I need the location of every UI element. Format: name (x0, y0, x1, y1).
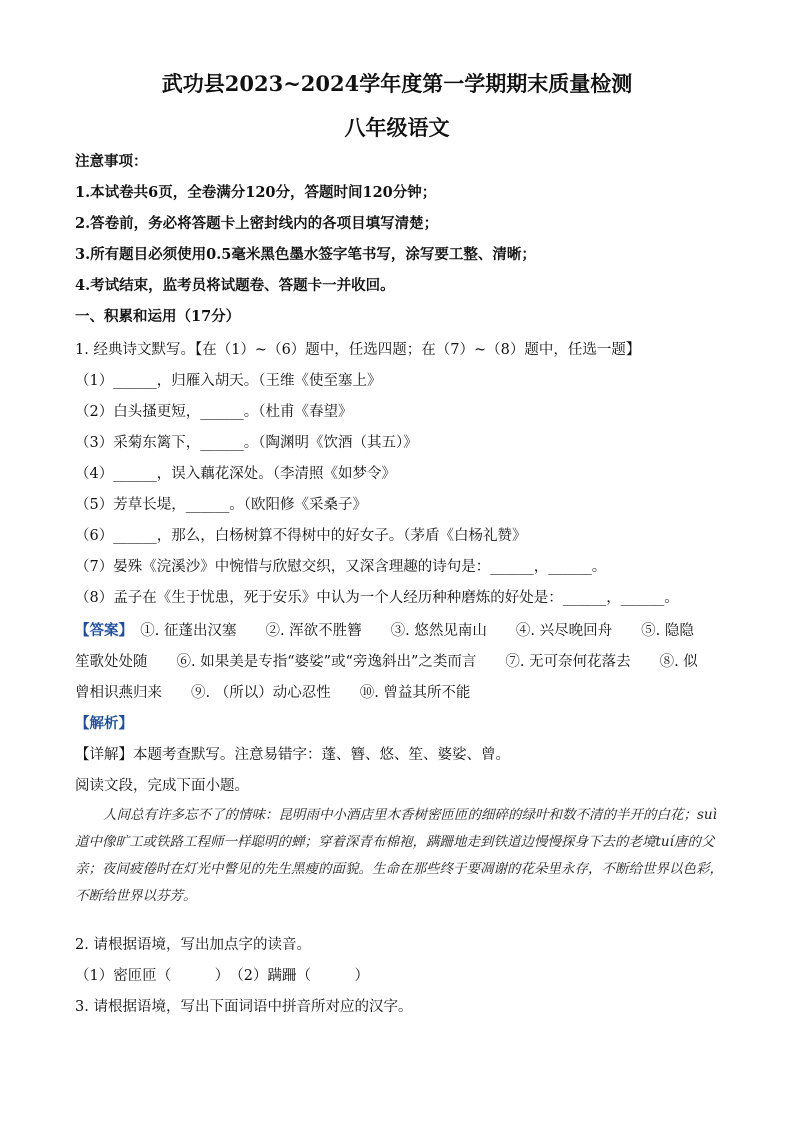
answer-line: 笙歌处处随 ⑥. 如果美是专指“婆娑”或“旁逸斜出”之类而言 ⑦. 无可奈何花落去 ⑧. 似 (75, 654, 698, 670)
question-1-item: （5）芳草长堤，______。（欧阳修《采桑子》 (75, 497, 367, 513)
answer-line (75, 619, 725, 640)
question-1-item: （1）______，归雁入胡天。（王维《使至塞上》 (75, 373, 382, 389)
question-2: 2. 请根据语境，写出加点字的读音。 (75, 937, 311, 953)
notice-item: 3.所有题目必须使用0.5毫米黑色墨水签字笔书写，涂写要工整、清晰； (75, 246, 536, 263)
question-1-intro: 1. 经典诗文默写。【在（1）~（6）题中，任选四题；在（7）~（8）题中，任选一题】 (75, 342, 641, 358)
detail-text: 【详解】本题考查默写。注意易错字：蓬、簪、悠、笙、婆娑、曾。 (75, 747, 510, 763)
question-2-items: （1）密匝匝（ ） （2）蹒跚（ ） (75, 968, 369, 984)
question-1-item: （3）采菊东篱下，______。（陶渊明《饮酒（其五）》 (75, 435, 418, 451)
reading-passage (75, 802, 725, 910)
answer-text: ①. 征蓬出汉塞 ②. 浑欲不胜簪 ③. 悠然见南山 ④. 兴尽晚回舟 ⑤. 隐隐 (140, 623, 694, 639)
answer-line: 曾相识燕归来 ⑨. （所以）动心忍性 ⑩. 曾益其所不能 (75, 685, 471, 701)
page-title: 武功县2023~2024学年度第一学期期末质量检测 (161, 71, 633, 96)
question-1-item: （7）晏殊《浣溪沙》中惋惜与欣慰交织，又深含理趣的诗句是：______，______。 (75, 559, 607, 575)
question-1-item: （6）______，那么，白杨树算不得树中的好女子。（茅盾《白杨礼赞》 (75, 528, 527, 544)
notice-heading: 注意事项： (75, 153, 148, 170)
question-1-item: （8）孟子在《生于忧患，死于安乐》中认为一个人经历种种磨炼的好处是：______，______。 (75, 590, 679, 606)
notice-item: 4.考试结束，监考员将试题卷、答题卡一并收回。 (75, 277, 395, 294)
passage-text: 人间总有许多忘不了的情味：昆明雨中小酒店里木香树密匝匝的细碎的绿叶和数不清的半开的白花；suì道中像旷工或铁路工程师一样聪明的蝉；穿着深青布棉袍，蹒跚地走到铁道边慢慢探身下去的老境tuí唐的父亲；夜间疲倦时在灯光中瞥见的先生黑瘦的面貌。生命在那些终于要凋谢的花朵里永存，不断给世界以色彩，不断给世界以芬芳。 (75, 807, 723, 904)
notice-item: 1.本试卷共6页，全卷满分120分，答题时间120分钟； (75, 184, 437, 201)
notice-item: 2.答卷前，务必将答题卡上密封线内的各项目填写清楚； (75, 215, 439, 232)
question-3: 3. 请根据语境，写出下面词语中拼音所对应的汉字。 (75, 999, 413, 1015)
reading-intro: 阅读文段，完成下面小题。 (75, 778, 249, 794)
question-1-item: （4）______，误入藕花深处。（李清照《如梦令》 (75, 466, 396, 482)
section-heading: 一、积累和运用（17分） (75, 308, 241, 325)
page-subtitle: 八年级语文 (344, 115, 450, 140)
answer-label: 【答案】 (75, 622, 126, 639)
question-1-item: （2）白头搔更短，______。（杜甫《春望》 (75, 404, 353, 420)
analysis-label: 【解析】 (75, 715, 133, 732)
